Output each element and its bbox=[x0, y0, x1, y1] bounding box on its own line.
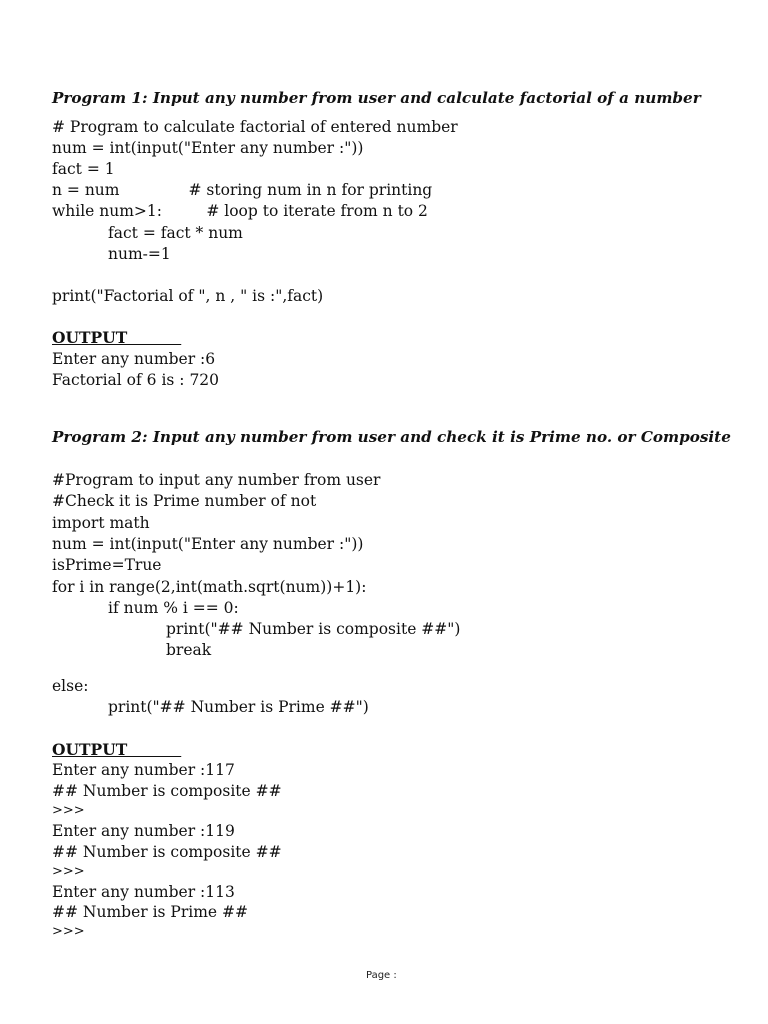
output-line: Enter any number :113 bbox=[52, 883, 235, 901]
program2-title: Program 2: Input any number from user and check it is Prime no. or Composite bbox=[52, 428, 731, 446]
output-line: Enter any number :119 bbox=[52, 822, 235, 840]
output-line: Enter any number :6 bbox=[52, 350, 216, 368]
code-line: n = num # storing num in n for printing bbox=[52, 181, 433, 199]
output-prompt: >>> bbox=[52, 924, 85, 939]
page-footer: Page : bbox=[366, 970, 397, 981]
code-line: # Program to calculate factorial of entered number bbox=[52, 118, 458, 136]
output-prompt: >>> bbox=[52, 803, 85, 818]
code-line: else: bbox=[52, 677, 89, 695]
code-line: if num % i == 0: bbox=[108, 599, 239, 617]
code-line: #Check it is Prime number of not bbox=[52, 492, 317, 510]
code-line: #Program to input any number from user bbox=[52, 471, 381, 489]
output-line: ## Number is Prime ## bbox=[52, 903, 248, 921]
output-line: Enter any number :117 bbox=[52, 761, 235, 779]
output-prompt: >>> bbox=[52, 864, 85, 879]
code-line: isPrime=True bbox=[52, 556, 162, 574]
program1-title: Program 1: Input any number from user and calculate factorial of a number bbox=[52, 89, 701, 107]
code-line: for i in range(2,int(math.sqrt(num))+1): bbox=[52, 578, 367, 596]
code-line: print("## Number is Prime ##") bbox=[108, 698, 369, 716]
code-line: print("## Number is composite ##") bbox=[166, 620, 461, 638]
output-heading: OUTPUT bbox=[52, 328, 182, 347]
code-line: num = int(input("Enter any number :")) bbox=[52, 139, 364, 157]
code-line: fact = 1 bbox=[52, 160, 115, 178]
output-heading: OUTPUT bbox=[52, 740, 182, 759]
code-line: while num>1: # loop to iterate from n to 2 bbox=[52, 202, 428, 220]
code-line: num = int(input("Enter any number :")) bbox=[52, 535, 364, 553]
output-line: ## Number is composite ## bbox=[52, 843, 282, 861]
code-line: import math bbox=[52, 514, 150, 532]
code-line: break bbox=[166, 641, 212, 659]
output-line: Factorial of 6 is : 720 bbox=[52, 371, 220, 389]
output-line: ## Number is composite ## bbox=[52, 782, 282, 800]
code-line: num-=1 bbox=[108, 245, 171, 263]
code-line: print("Factorial of ", n , " is :",fact) bbox=[52, 287, 324, 305]
code-line: fact = fact * num bbox=[108, 224, 243, 242]
